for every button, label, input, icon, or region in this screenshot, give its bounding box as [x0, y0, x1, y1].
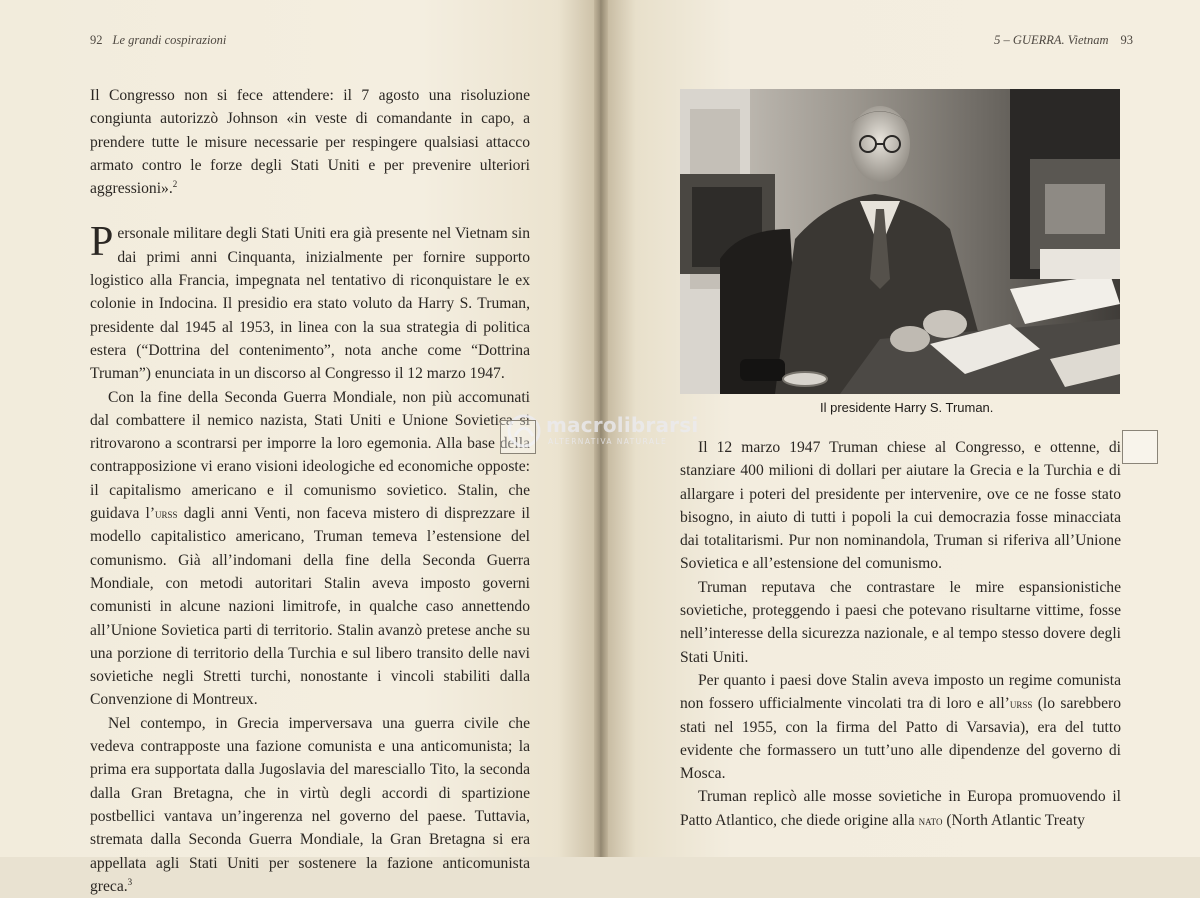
truman-photo — [680, 89, 1120, 394]
acronym: urss — [155, 506, 178, 522]
footnote-ref: 3 — [127, 876, 133, 887]
acronym: nato — [918, 812, 943, 828]
paragraph-text: ersonale militare degli Stati Uniti era già presente nel Vietnam sin dai primi anni Cinquanta, inizialmente per fornire supporto logistico alla Francia, impegnata nel tentativo di riconquistare le ex colonie in Indocina. Il presidio era stato voluto da Harry S. Truman, presidente dal 1945 al 1953, in linea con la sua strategia di politica estera (“Dottrina del contenimento”, nota anche come “Dottrina Truman”) enunciata in un discorso al Congresso il 12 marzo 1947. — [90, 225, 530, 383]
right-running-head — [994, 33, 1133, 48]
paragraph — [680, 576, 1121, 669]
paragraph — [90, 219, 530, 385]
right-body-text — [680, 436, 1121, 832]
paragraph-text: (North Atlantic Treaty — [942, 811, 1085, 829]
paragraph-text: Truman reputava che contrastare le mire espansionistiche sovietiche, proteggendo i paesi che potevano risultarne vittime, fosse nell’interesse della sicurezza nazionale, e al tempo stesso dovere degli Stati Uniti. — [680, 578, 1121, 666]
watermark-name: macrolibrarsi — [546, 413, 699, 437]
paragraph — [680, 436, 1121, 576]
paragraph-text: Il 12 marzo 1947 Truman chiese al Congresso, e ottenne, di stanziare 400 milioni di dollari per aiutare la Grecia e la Turchia e di allargare i poteri del presidente per intervenire, ove ce ne fosse stato bisogno, in aiuto di tutti i popoli la cui democrazia fosse minacciata dai totalitarismi. Pur non nominandola, Truman si riferiva all’Unione Sovietica e all’estensione del comunismo. — [680, 439, 1121, 573]
paragraph-text: Truman replicò alle mosse sovietiche in Europa promuovendo il Patto Atlantico, che diede origine alla — [680, 788, 1121, 829]
photo-illustration — [680, 89, 1120, 394]
registration-box-right — [1122, 430, 1158, 464]
photo-caption: Il presidente Harry S. Truman. — [820, 400, 994, 415]
right-page-number: 93 — [1120, 33, 1133, 47]
paragraph-text: Con la fine della Seconda Guerra Mondiale, non più accomunati dal combattere il nemico nazista, Stati Uniti e Unione Sovietica si ritrovarono a scontrarsi per imporre la loro egemonia. Alla base della contrapposizione vi erano visioni ideologiche ed economiche opposte: il capitalismo americano e il comunismo sovietico. Stalin, che guidava l’ — [90, 388, 530, 523]
paragraph — [680, 669, 1121, 785]
footnote-ref: 2 — [172, 179, 178, 189]
right-running-title: 5 – GUERRA. Vietnam — [994, 33, 1109, 47]
paragraph-text: Per quanto i paesi dove Stalin aveva imposto un regime comunista non fossero ufficialmente vincolati tra di loro e all’ — [680, 671, 1121, 713]
paragraph — [680, 785, 1121, 832]
paragraph — [90, 386, 530, 712]
paragraph-text: (lo sarebbero stati nel 1955, con la firma del Patto di Varsavia), era del tutto evidente che formassero un tutt’uno alle dipendenze del governo di Mosca. — [680, 695, 1121, 783]
paragraph-text: dagli anni Venti, non faceva mistero di disprezzare il modello capitalistico americano, Truman temeva l’estensione del comunismo. Già all’indomani della fine della Seconda Guerra Mondiale, con metodi autoritari Stalin aveva imposto governi comunisti in alcune nazioni limitrofe, in qualche caso annettendo all’Unione Sovietica parti di territorio. Stalin avanzò pretese anche su una porzione di territorio della Turchia e sul libero transito delle navi sovietiche negli Stretti turchi, nonostante i vincoli stabiliti dalla Convenzione di Montreux. — [90, 505, 530, 709]
registration-box-left — [500, 420, 536, 454]
drop-cap: P — [90, 219, 114, 266]
left-page-number: 92 — [90, 33, 103, 47]
left-body-text — [90, 84, 530, 898]
paragraph — [90, 84, 530, 200]
paragraph-text: Il Congresso non si fece attendere: il 7 agosto una risoluzione congiunta autorizzò Johnson «in veste di comandante in capo, a prendere tutte le misure necessarie per respingere qualsiasi attacco armato contro le forze degli Stati Uniti e per prevenire ulteriori aggressioni». — [90, 87, 530, 198]
paragraph-text: Nel contempo, in Grecia imperversava una guerra civile che vedeva contrapposte una fazione comunista e una anticomunista; la prima era supportata dalla Jugoslavia del maresciallo Tito, la seconda dalla Gran Bretagna, che in virtù degli accordi di spartizione postbellici vantava un’ingerenza nel governo del paese. Tuttavia, stremata dalla Seconda Guerra Mondiale, la Gran Bretagna si era appellata agli Stati Uniti per sostenere la fazione anticomunista greca. — [90, 714, 530, 895]
left-running-head — [90, 33, 226, 48]
watermark-tagline: ALTERNATIVA NATURALE — [548, 437, 668, 446]
left-running-title: Le grandi cospirazioni — [112, 33, 227, 47]
paragraph — [90, 712, 530, 898]
acronym: urss — [1009, 696, 1033, 712]
